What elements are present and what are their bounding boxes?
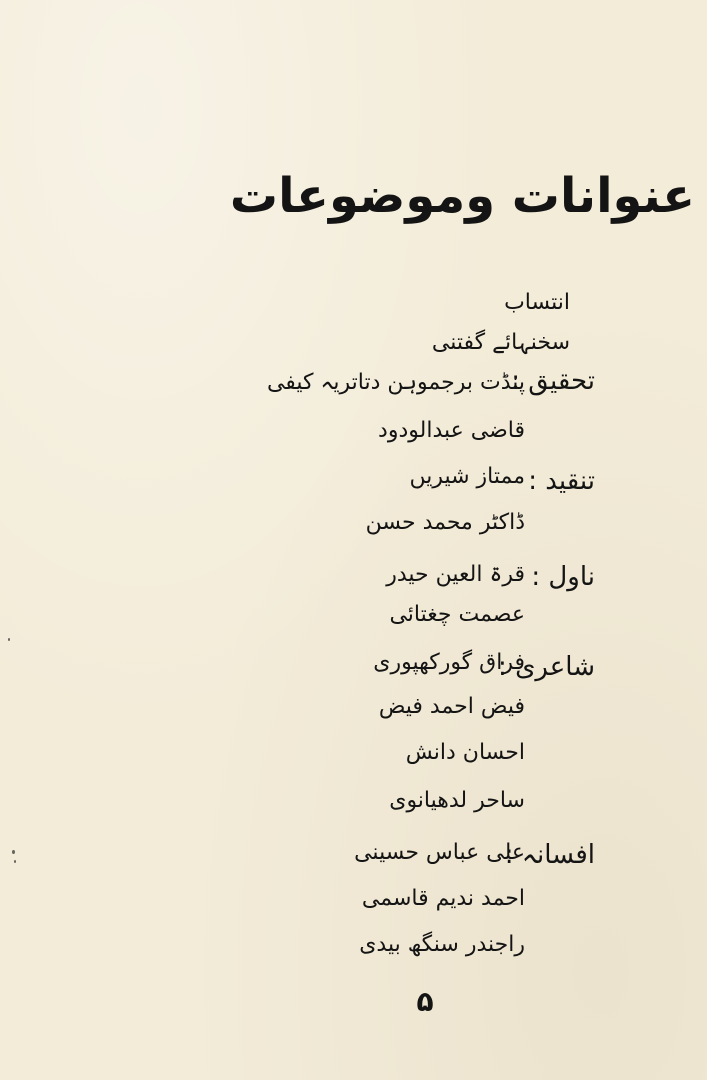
author-entry: احمد ندیم قاسمی [361, 886, 525, 911]
page-number: ۵ [416, 985, 434, 1018]
ink-speck [8, 638, 10, 641]
section-label-research: تحقیق : [511, 366, 595, 396]
author-entry: احسان دانش [405, 740, 525, 765]
author-entry: فراق گورکھپوری [373, 650, 525, 675]
prelim-dedication: انتساب [504, 290, 570, 315]
section-label-novel: ناول : [531, 562, 595, 592]
prelims-list [425, 283, 570, 363]
author-entry: ساحر لدھیانوی [389, 788, 525, 813]
author-entry: قرۃ العین حیدر [386, 562, 525, 587]
author-entry: فیض احمد فیض [378, 694, 525, 719]
ink-speck [14, 860, 16, 863]
author-entry: راجندر سنگھ بیدی [359, 932, 525, 957]
prelim-foreword: سخنہائے گفتنی [431, 330, 570, 355]
author-entry: عصمت چغتائی [389, 602, 525, 627]
section-label-criticism: تنقید : [528, 466, 595, 496]
author-entry: علی عباس حسینی [354, 840, 525, 865]
page-title: عنوانات وموضوعات [229, 168, 695, 224]
author-entry: قاضی عبدالودود [378, 418, 525, 443]
author-entry: پنڈت برجموہن دتاتریہ کیفی [266, 370, 525, 395]
section-label-short-story: افسانہ : [504, 840, 595, 870]
ink-speck [12, 850, 15, 854]
section-label-poetry: شاعری : [498, 652, 595, 682]
author-entry: ڈاکٹر محمد حسن [365, 510, 525, 535]
author-entry: ممتاز شیریں [409, 464, 525, 489]
